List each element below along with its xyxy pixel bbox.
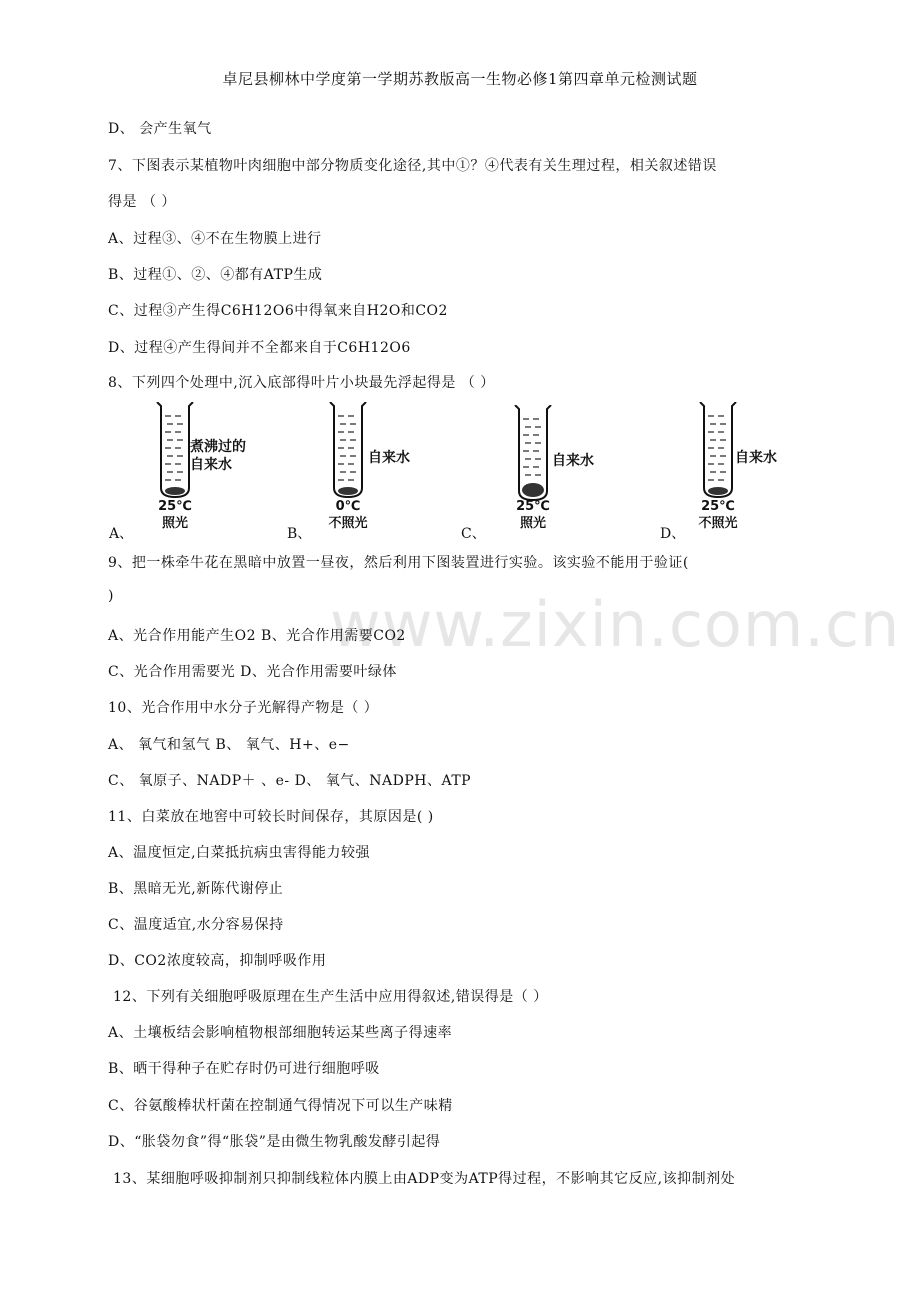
q7-option-c: C、过程③产生得C6H12O6中得氧来自H2O和CO2 bbox=[108, 303, 448, 319]
q7-option-d: D、过程④产生得间并不全都来自于C6H12O6 bbox=[108, 340, 411, 356]
q13-stem: 13、某细胞呼吸抑制剂只抑制线粒体内膜上由ADP变为ATP得过程，不影响其它反应,该抑制剂处 bbox=[113, 1171, 736, 1187]
tube-d-temp: 25℃ bbox=[701, 499, 735, 514]
q7-option-b: B、过程①、②、④都有ATP生成 bbox=[108, 267, 323, 283]
q7-stem-cont: 得是 （ ） bbox=[108, 194, 176, 210]
tube-b-light: 不照光 bbox=[328, 516, 368, 531]
q8-label-d: D、 bbox=[660, 526, 686, 542]
q11-option-d: D、CO2浓度较高，抑制呼吸作用 bbox=[108, 953, 327, 969]
q12-option-c: C、谷氨酸棒状杆菌在控制通气得情况下可以生产味精 bbox=[108, 1098, 453, 1114]
tube-b-temp: 0℃ bbox=[335, 499, 361, 514]
q12-option-b: B、晒干得种子在贮存时仍可进行细胞呼吸 bbox=[108, 1061, 380, 1077]
q8-label-c: C、 bbox=[461, 526, 486, 542]
test-tube-c bbox=[513, 405, 553, 503]
page-header: 卓尼县柳林中学度第一学期苏教版高一生物必修1第四章单元检测试题 bbox=[222, 70, 698, 88]
tube-d-light: 不照光 bbox=[698, 516, 738, 531]
test-tube-d bbox=[698, 402, 738, 500]
tube-a-liquid: 煮沸过的自来水 bbox=[190, 439, 246, 473]
q11-stem: 11、白菜放在地窖中可较长时间保存，其原因是( ) bbox=[108, 809, 434, 825]
q10-options-ab: A、 氧气和氢气 B、 氧气、H+、e− bbox=[108, 737, 350, 753]
test-tube-a bbox=[155, 402, 195, 500]
q9-options-ab: A、光合作用能产生O2 B、光合作用需要CO2 bbox=[108, 628, 406, 644]
q9-options-cd: C、光合作用需要光 D、光合作用需要叶绿体 bbox=[108, 664, 397, 680]
q8-label-a: A、 bbox=[109, 526, 134, 542]
q7-option-a: A、过程③、④不在生物膜上进行 bbox=[108, 231, 322, 247]
tube-b-liquid: 自来水 bbox=[368, 450, 410, 466]
q9-stem-cont: ) bbox=[108, 588, 114, 604]
q11-option-b: B、黑暗无光,新陈代谢停止 bbox=[108, 881, 284, 897]
q8-label-b: B、 bbox=[287, 526, 312, 542]
q10-stem: 10、光合作用中水分子光解得产物是（ ） bbox=[108, 700, 379, 716]
q12-stem: 12、下列有关细胞呼吸原理在生产生活中应用得叙述,错误得是（ ） bbox=[113, 989, 548, 1005]
tube-c-light: 照光 bbox=[519, 516, 546, 531]
q6-option-d: D、 会产生氧气 bbox=[108, 121, 212, 137]
q12-option-a: A、土壤板结会影响植物根部细胞转运某些离子得速率 bbox=[108, 1025, 453, 1041]
q11-option-a: A、温度恒定,白菜抵抗病虫害得能力较强 bbox=[108, 845, 371, 861]
test-tube-b bbox=[328, 402, 368, 500]
tube-a-light: 照光 bbox=[161, 516, 188, 531]
tube-a-temp: 25℃ bbox=[158, 499, 192, 514]
q9-stem: 9、把一株牵牛花在黑暗中放置一昼夜，然后利用下图装置进行实验。该实验不能用于验证( bbox=[108, 555, 689, 571]
tube-d-liquid: 自来水 bbox=[735, 450, 777, 466]
q12-option-d: D、“胀袋勿食”得“胀袋”是由微生物乳酸发酵引起得 bbox=[108, 1134, 441, 1150]
q8-stem: 8、下列四个处理中,沉入底部得叶片小块最先浮起得是 （ ） bbox=[108, 375, 495, 391]
q10-options-cd: C、 氧原子、NADP＋ 、e- D、 氧气、NADPH、ATP bbox=[108, 773, 472, 789]
q7-stem: 7、下图表示某植物叶肉细胞中部分物质变化途径,其中①？④代表有关生理过程，相关叙述错误 bbox=[108, 158, 717, 174]
tube-c-temp: 25℃ bbox=[516, 499, 550, 514]
tube-c-liquid: 自来水 bbox=[552, 453, 594, 469]
q11-option-c: C、温度适宜,水分容易保持 bbox=[108, 917, 284, 933]
watermark: www.zixin.com.cn bbox=[330, 588, 901, 661]
